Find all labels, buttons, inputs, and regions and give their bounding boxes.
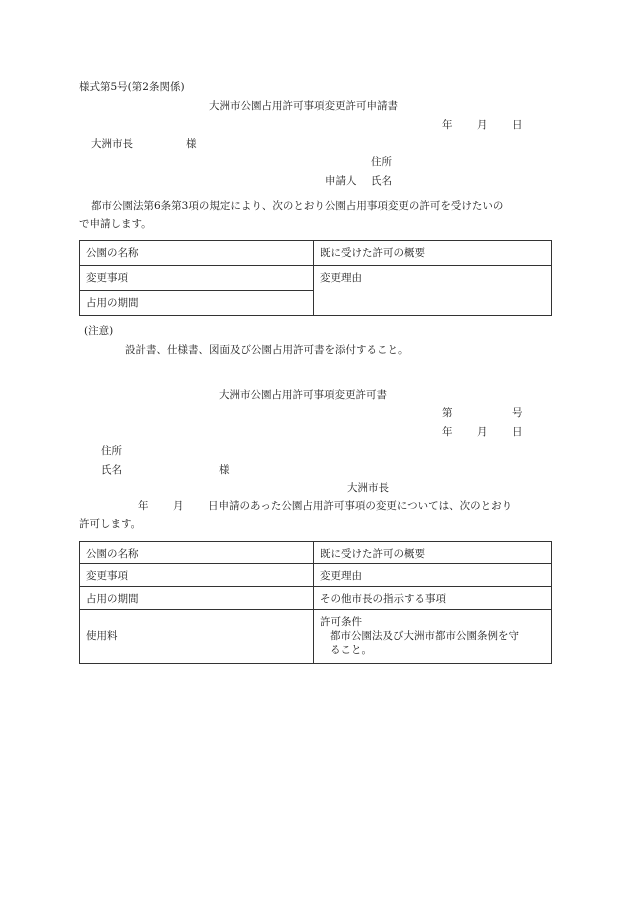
application-body-line1: 都市公園法第6条第3項の規定により、次のとおり公園占用事項変更の許可を受けたいの [91, 200, 504, 212]
permit-other-instructions-cell: その他市長の指示する事項 [314, 587, 552, 610]
addressee-sama: 様 [186, 138, 197, 150]
applicant-label: 申請人 [325, 175, 357, 187]
application-table [79, 240, 552, 316]
application-body-line2: で申請します。 [79, 218, 152, 230]
permit-title: 大洲市公園占用許可事項変更許可書 [219, 389, 387, 401]
permit-conditions-cell [314, 610, 552, 664]
permit-body-rest: 日申請のあった公園占用許可事項の変更については、次のとおり [208, 500, 513, 512]
change-reason-cell: 変更理由 [314, 266, 552, 316]
conditions-line1: 都市公園法及び大洲市都市公園条例を守 [330, 630, 519, 643]
permit-number-dai: 第 [442, 407, 453, 419]
permit-fee-cell: 使用料 [80, 610, 314, 664]
permit-table [79, 541, 552, 664]
permittee-sama: 様 [219, 464, 230, 476]
permit-prior-permit-cell: 既に受けた許可の概要 [314, 542, 552, 564]
note-text: 設計書、仕様書、図面及び公園占用許可書を添付すること。 [125, 344, 409, 356]
permittee-name-label: 氏名 [101, 464, 122, 476]
conditions-line2: ること。 [330, 644, 372, 657]
conditions-label: 許可条件 [320, 616, 362, 628]
permit-body-month: 月 [173, 500, 184, 512]
permittee-address-label: 住所 [101, 445, 122, 457]
permit-number-go: 号 [512, 407, 523, 419]
issuer: 大洲市長 [347, 482, 389, 494]
permit-body-line2: 許可します。 [79, 518, 142, 530]
application-date-year: 年 [442, 119, 453, 131]
addressee: 大洲市長 [91, 138, 133, 150]
applicant-address-label: 住所 [371, 156, 392, 168]
applicant-name-label: 氏名 [371, 175, 392, 187]
permit-date-year: 年 [442, 426, 453, 438]
permit-change-reason-cell: 変更理由 [314, 564, 552, 587]
permit-date-month: 月 [477, 426, 488, 438]
permit-body-year: 年 [138, 500, 149, 512]
application-date-month: 月 [477, 119, 488, 131]
note-label: (注意) [84, 325, 114, 337]
permit-date-day: 日 [512, 426, 523, 438]
application-date-day: 日 [512, 119, 523, 131]
permit-park-name-cell: 公園の名称 [80, 542, 314, 564]
permit-period-cell: 占用の期間 [80, 587, 314, 610]
park-name-cell: 公園の名称 [80, 241, 314, 266]
application-title: 大洲市公園占用許可事項変更許可申請書 [209, 100, 398, 112]
change-item-cell: 変更事項 [80, 266, 314, 291]
period-cell: 占用の期間 [80, 291, 314, 316]
prior-permit-cell: 既に受けた許可の概要 [314, 241, 552, 266]
form-number: 様式第5号(第2条関係) [79, 81, 185, 93]
permit-change-item-cell: 変更事項 [80, 564, 314, 587]
